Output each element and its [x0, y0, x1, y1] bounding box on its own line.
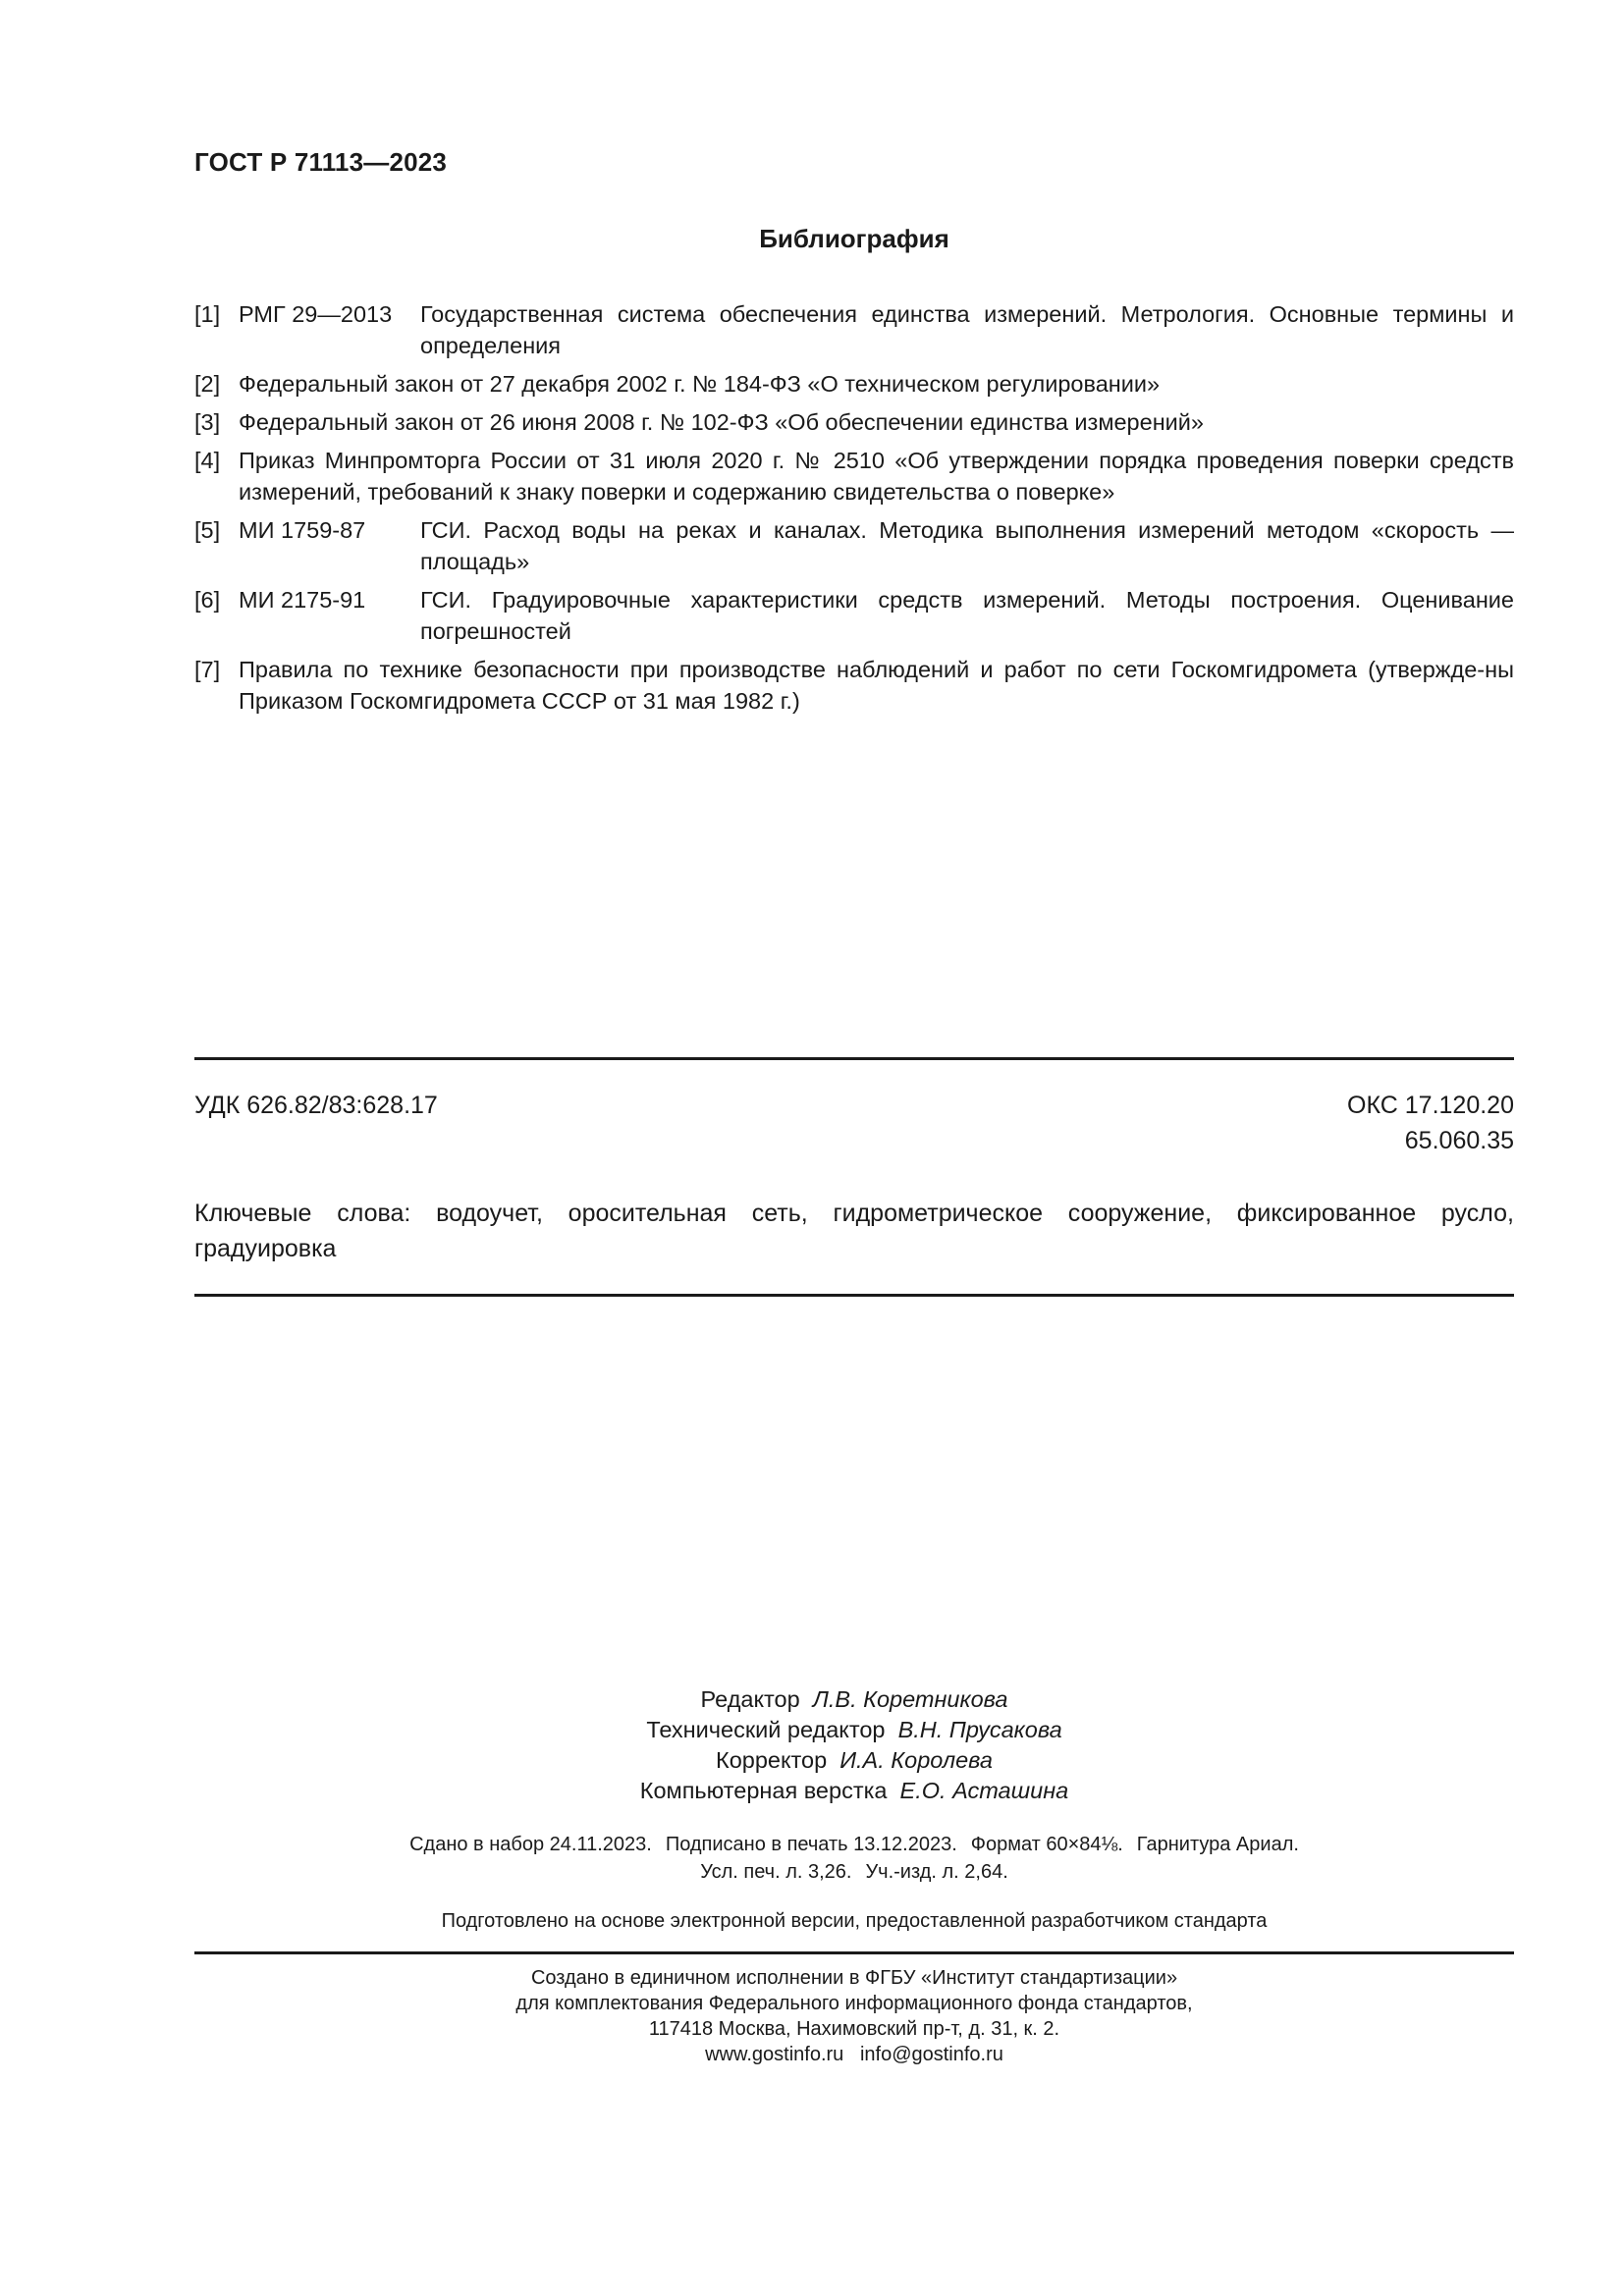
publisher-line-3: 117418 Москва, Нахимовский пр-т, д. 31, к. 2. [648, 2018, 1060, 2040]
entry-number: [5] [194, 517, 221, 543]
print-info-line-2 [194, 1858, 1514, 1886]
entry-number: [6] [194, 587, 221, 613]
entry-code: МИ 1759-87 [239, 517, 366, 543]
entry-code: МИ 2175-91 [239, 587, 366, 613]
entry-text: Приказ Минпромторга России от 31 июля 2020 г. № 2510 «Об утверждении порядка проведения поверки средств измерений, требований к знаку поверки и содержанию свидетельства о поверке» [239, 448, 1514, 505]
oks-line-1: ОКС 17.120.20 [1347, 1092, 1514, 1119]
bibliography-title: Библиография [759, 224, 949, 253]
staff-name: В.Н. Прусакова [897, 1717, 1062, 1742]
staff-name: И.А. Королева [839, 1747, 993, 1773]
signed-date: Подписано в печать 13.12.2023. [665, 1834, 957, 1855]
staff-role: Корректор [716, 1747, 828, 1773]
document-code: ГОСТ Р 71113—2023 [194, 147, 448, 177]
entry-text: Федеральный закон от 26 июня 2008 г. № 102-ФЗ «Об обеспечении единства измерений» [239, 409, 1204, 435]
bibliography-entry [194, 368, 1514, 400]
keywords: Ключевые слова: водоучет, оросительная сеть, гидрометрическое сооружение, фиксированное русло, градуировка [194, 1200, 1514, 1262]
entry-text: ГСИ. Градуировочные характеристики средств измерений. Методы построения. Оценивание погрешностей [420, 587, 1514, 644]
entry-text: ГСИ. Расход воды на реках и каналах. Методика выполнения измерений методом «скорость — площадь» [420, 517, 1514, 574]
bibliography-entry [194, 298, 1514, 361]
print-info-line-1 [194, 1831, 1514, 1858]
bottom-divider [194, 1951, 1514, 1954]
top-divider [194, 1057, 1514, 1060]
bibliography-entry [194, 514, 1514, 577]
entry-text: Государственная система обеспечения единства измерений. Метрология. Основные термины и определения [420, 301, 1514, 358]
editorial-staff [194, 1684, 1514, 1806]
staff-role: Компьютерная верстка [639, 1778, 888, 1803]
format: Формат 60×84⅛. [970, 1834, 1123, 1855]
bibliography-entry [194, 654, 1514, 717]
document-page [194, 0, 1514, 2296]
publisher-sheets: Уч.-изд. л. 2,64. [865, 1861, 1008, 1883]
print-info [194, 1831, 1514, 1886]
oks-codes [1347, 1088, 1514, 1158]
keywords-divider [194, 1294, 1514, 1297]
entry-code: РМГ 29—2013 [239, 301, 393, 327]
entry-number: [2] [194, 371, 221, 397]
staff-row [194, 1745, 1514, 1776]
staff-name: Е.О. Асташина [899, 1778, 1069, 1803]
publisher-line-2: для комплектования Федерального информационного фонда стандартов, [515, 1993, 1193, 2014]
staff-name: Л.В. Коретникова [812, 1686, 1008, 1712]
publisher-line-1: Создано в единичном исполнении в ФГБУ «Институт стандартизации» [530, 1967, 1178, 1989]
prepared-note: Подготовлено на основе электронной версии, предоставленной разработчиком стандарта [441, 1910, 1268, 1932]
entry-number: [3] [194, 409, 221, 435]
bibliography-list [194, 298, 1514, 723]
bibliography-entry [194, 445, 1514, 507]
staff-row [194, 1776, 1514, 1806]
staff-role: Редактор [700, 1686, 800, 1712]
oks-line-2: 65.060.35 [1404, 1127, 1514, 1154]
udk-code: УДК 626.82/83:628.17 [194, 1092, 438, 1119]
publisher-contacts [194, 2042, 1514, 2067]
entry-text: Правила по технике безопасности при производстве наблюдений и работ по сети Госкомгидромета (утвержде-ны Приказом Госкомгидромета СССР от 31 мая 1982 г.) [239, 657, 1514, 714]
entry-number: [1] [194, 301, 221, 327]
print-sheets: Усл. печ. л. 3,26. [700, 1861, 852, 1883]
email-link[interactable]: info@gostinfo.ru [859, 2044, 1003, 2065]
website-link[interactable]: www.gostinfo.ru [705, 2044, 844, 2065]
entry-number: [7] [194, 657, 221, 682]
entry-text: Федеральный закон от 27 декабря 2002 г. № 184-ФЗ «О техническом регулировании» [239, 371, 1161, 397]
staff-row [194, 1715, 1514, 1745]
submitted-date: Сдано в набор 24.11.2023. [409, 1834, 652, 1855]
entry-number: [4] [194, 448, 221, 473]
publisher-info [194, 1965, 1514, 2067]
bibliography-entry [194, 584, 1514, 647]
bibliography-entry [194, 406, 1514, 438]
staff-role: Технический редактор [646, 1717, 886, 1742]
typeface: Гарнитура Ариал. [1136, 1834, 1299, 1855]
staff-row [194, 1684, 1514, 1715]
